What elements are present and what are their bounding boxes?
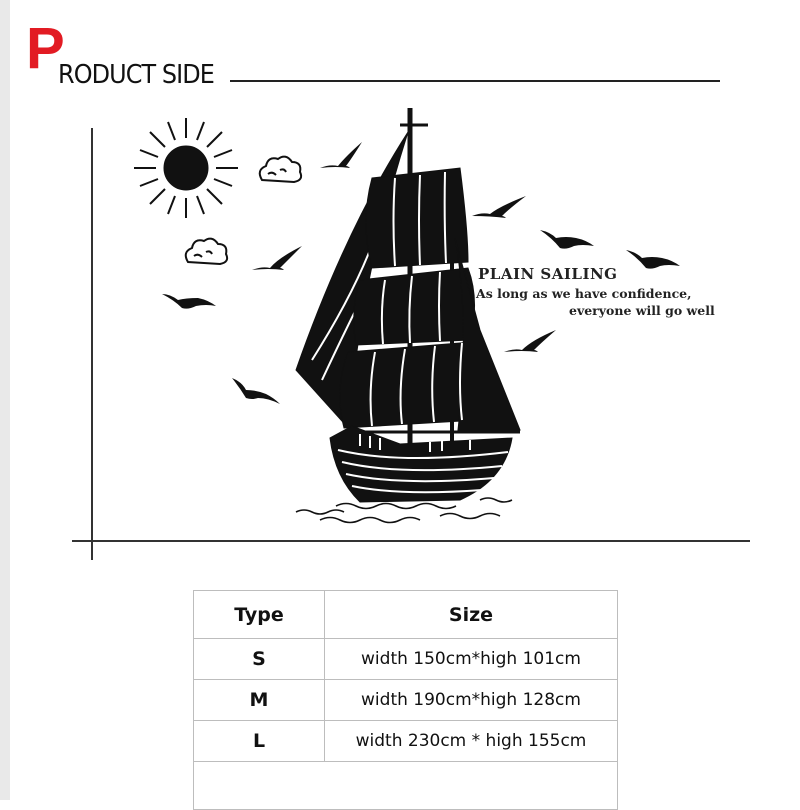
frame-vertical-line — [91, 128, 93, 560]
size-cell: width 150cm*high 101cm — [325, 639, 618, 680]
size-table — [193, 590, 618, 810]
left-edge-strip — [0, 0, 10, 800]
table-row — [194, 721, 618, 762]
table-row — [194, 680, 618, 721]
type-column-header: Type — [194, 591, 325, 639]
cloud-icon — [260, 157, 301, 182]
artwork-quote-line-1: As long as we have confidence, — [476, 286, 692, 301]
size-cell: width 190cm*high 128cm — [325, 680, 618, 721]
size-table-header-row — [194, 591, 618, 639]
heading-underline — [230, 80, 720, 82]
size-cell: width 230cm * high 155cm — [325, 721, 618, 762]
artwork-title: PLAIN SAILING — [478, 265, 618, 283]
size-column-header: Size — [325, 591, 618, 639]
frame-horizontal-line — [72, 540, 750, 542]
cloud-icon — [186, 239, 227, 264]
table-row-empty — [194, 762, 618, 810]
type-cell: M — [194, 680, 325, 721]
heading-text: RODUCT SIDE — [58, 60, 214, 90]
heading-initial: P — [26, 16, 65, 81]
empty-cell — [194, 762, 618, 810]
table-row — [194, 639, 618, 680]
sun-icon — [134, 118, 238, 218]
artwork-quote-line-2: everyone will go well — [569, 303, 715, 318]
type-cell: L — [194, 721, 325, 762]
type-cell: S — [194, 639, 325, 680]
waves-icon — [296, 498, 512, 523]
